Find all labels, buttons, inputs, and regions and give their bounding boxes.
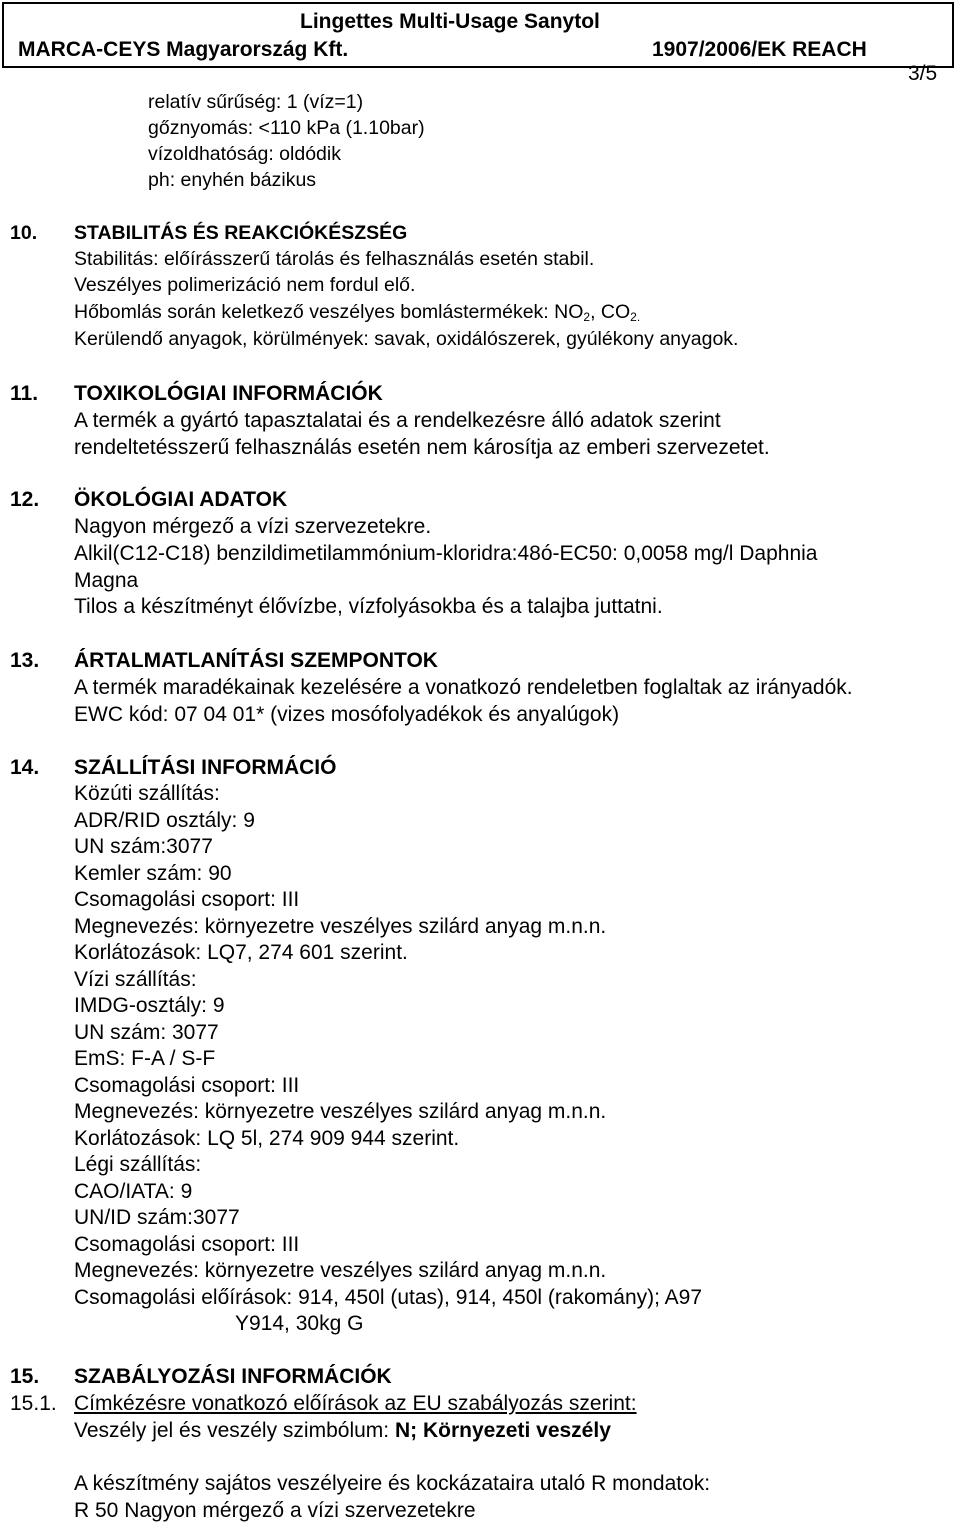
section-text: A termék a gyártó tapasztalatai és a rendelkezésre álló adatok szerint: [74, 409, 721, 432]
section-number: 12.: [10, 488, 40, 511]
transport-line: UN szám:3077: [74, 835, 213, 858]
hazard-label: Veszély jel és veszély szimbólum:: [74, 1419, 395, 1442]
subscript: 2: [583, 310, 591, 324]
section-title: STABILITÁS ÉS REAKCIÓKÉSZSÉG: [74, 222, 408, 244]
section-text: Tilos a készítményt élővízbe, vízfolyásokba és a talajba juttatni.: [74, 595, 663, 618]
section-title: SZABÁLYOZÁSI INFORMÁCIÓK: [74, 1365, 392, 1388]
subscript: 2.: [630, 310, 641, 324]
section-number: 15.: [10, 1365, 40, 1388]
transport-line: UN/ID szám:3077: [74, 1206, 240, 1229]
property-line: gőznyomás: <110 kPa (1.10bar): [148, 117, 425, 139]
page-number: 3/5: [908, 62, 938, 85]
transport-line: Vízi szállítás:: [74, 968, 197, 991]
section-text: Kerülendő anyagok, körülmények: savak, oxidálószerek, gyúlékony anyagok.: [74, 328, 739, 350]
property-line: relatív sűrűség: 1 (víz=1): [148, 91, 364, 113]
transport-line: UN szám: 3077: [74, 1021, 219, 1044]
transport-line: Csomagolási csoport: III: [74, 1233, 300, 1256]
section-text: Alkil(C12-C18) benzildimetilammónium-kloridra:48ó-EC50: 0,0058 mg/l Daphnia: [74, 542, 818, 565]
transport-line: Megnevezés: környezetre veszélyes szilárd anyag m.n.n.: [74, 1259, 607, 1282]
transport-line: Légi szállítás:: [74, 1153, 202, 1176]
r-phrase: R 50 Nagyon mérgező a vízi szervezetekre: [74, 1499, 476, 1522]
section-text: EWC kód: 07 04 01* (vizes mosófolyadékok és anyalúgok): [74, 703, 620, 726]
hazard-symbol-line: [74, 1420, 611, 1441]
transport-line: Megnevezés: környezetre veszélyes szilárd anyag m.n.n.: [74, 915, 607, 938]
section-text: Veszélyes polimerizáció nem fordul elő.: [74, 274, 416, 296]
section-title: TOXIKOLÓGIAI INFORMÁCIÓK: [74, 382, 383, 405]
transport-line: Korlátozások: LQ7, 274 601 szerint.: [74, 941, 408, 964]
section-text: Magna: [74, 569, 139, 592]
company-name: MARCA-CEYS Magyarország Kft.: [18, 38, 349, 61]
regulation-ref: 1907/2006/EK REACH: [652, 38, 867, 61]
property-line: vízoldhatóság: oldódik: [148, 143, 341, 165]
section-text: [74, 303, 640, 323]
section-text: A termék maradékainak kezelésére a vonatkozó rendeletben foglaltak az irányadók.: [74, 676, 853, 699]
section-number: 10.: [10, 222, 38, 244]
transport-line: Csomagolási csoport: III: [74, 1074, 300, 1097]
hazard-value: N; Környezeti veszély: [394, 1419, 611, 1442]
product-title: Lingettes Multi-Usage Sanytol: [300, 10, 600, 33]
section-title: SZÁLLÍTÁSI INFORMÁCIÓ: [74, 756, 337, 779]
section-text: rendeltetésszerű felhasználás esetén nem károsítja az emberi szervezetet.: [74, 436, 770, 459]
subsection-number: 15.1.: [10, 1392, 57, 1415]
transport-line: Korlátozások: LQ 5l, 274 909 944 szerint.: [74, 1127, 460, 1150]
transport-line: EmS: F-A / S-F: [74, 1047, 216, 1070]
transport-line: Közúti szállítás:: [74, 782, 220, 805]
property-line: ph: enyhén bázikus: [148, 169, 317, 191]
section-number: 14.: [10, 756, 40, 779]
transport-line: Megnevezés: környezetre veszélyes szilárd anyag m.n.n.: [74, 1100, 607, 1123]
section-title: ÁRTALMATLANÍTÁSI SZEMPONTOK: [74, 649, 438, 672]
transport-line: Csomagolási előírások: 914, 450l (utas), 914, 450l (rakomány); A97: [74, 1286, 703, 1309]
section-number: 11.: [10, 382, 39, 405]
section-text: Nagyon mérgező a vízi szervezetekre.: [74, 515, 432, 538]
transport-line: CAO/IATA: 9: [74, 1180, 193, 1203]
section-text: Stabilitás: előírásszerű tárolás és felhasználás esetén stabil.: [74, 248, 595, 270]
transport-line: Y914, 30kg G: [235, 1312, 364, 1335]
section-number: 13.: [10, 649, 40, 672]
section-title: ÖKOLÓGIAI ADATOK: [74, 488, 288, 511]
subsection-title: Címkézésre vonatkozó előírások az EU szabályozás szerint:: [74, 1392, 637, 1415]
transport-line: Csomagolási csoport: III: [74, 888, 300, 911]
document-header: [2, 2, 954, 68]
transport-line: ADR/RID osztály: 9: [74, 809, 255, 832]
transport-line: Kemler szám: 90: [74, 862, 232, 885]
transport-line: IMDG-osztály: 9: [74, 994, 225, 1017]
r-phrases-intro: A készítmény sajátos veszélyeire és kockázataira utaló R mondatok:: [74, 1472, 711, 1495]
text-part: , CO: [590, 301, 631, 323]
text-part: Hőbomlás során keletkező veszélyes bomlástermékek: NO: [74, 301, 584, 323]
